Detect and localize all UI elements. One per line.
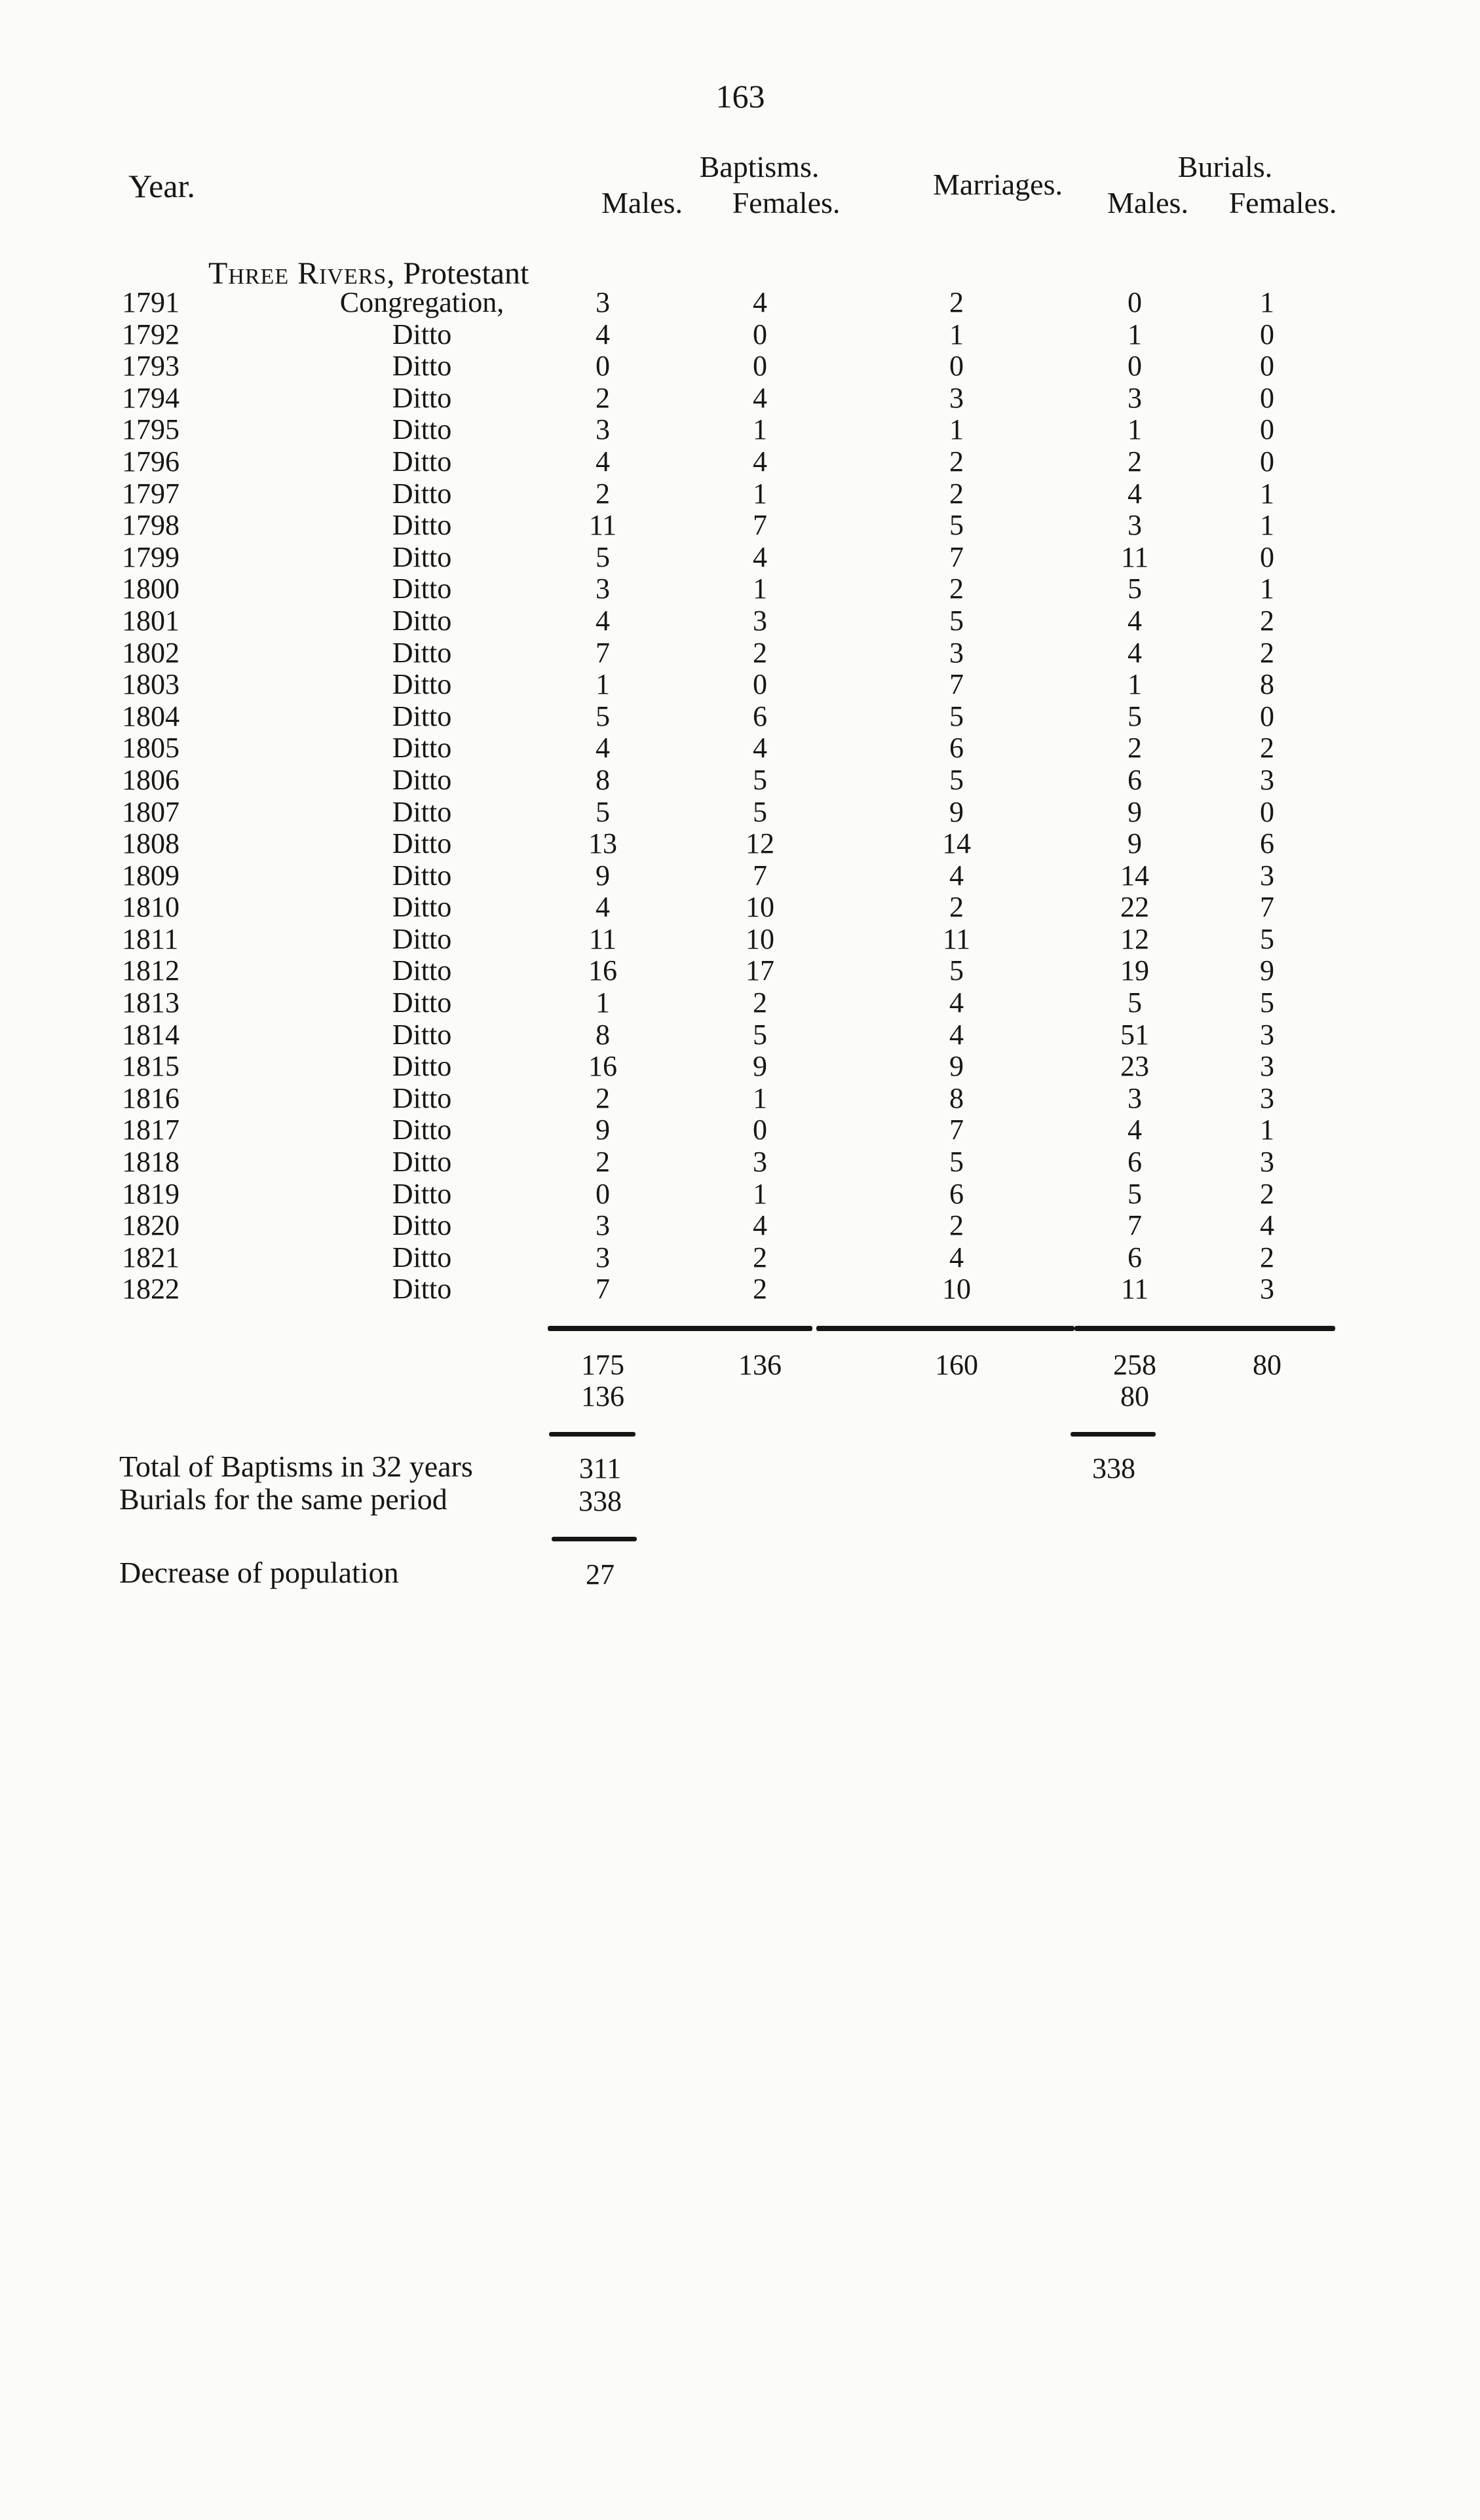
table-row [0,764,1480,797]
table-row [0,350,1480,383]
row-burials-females: 2 [1260,604,1274,637]
total-baptisms-label: Total of Baptisms in 32 years [119,1450,473,1483]
row-baptisms-males: 3 [596,573,610,605]
row-burials-females: 1 [1260,509,1274,542]
row-place: Ditto [392,732,452,764]
row-baptisms-females: 17 [746,954,774,987]
decrease-label: Decrease of population [119,1556,399,1589]
row-burials-males: 6 [1128,763,1142,796]
table-row [0,924,1480,956]
row-marriages: 4 [949,859,964,892]
row-burials-males: 2 [1128,732,1142,764]
row-baptisms-males: 11 [588,509,617,542]
row-baptisms-males: 2 [596,381,610,414]
row-burials-males: 4 [1128,604,1142,637]
row-marriages: 1 [949,318,964,350]
row-place: Ditto [392,891,452,924]
row-burials-females: 3 [1260,763,1274,796]
row-baptisms-females: 1 [753,477,767,510]
row-baptisms-males: 4 [596,604,610,637]
table-row [0,1146,1480,1178]
row-marriages: 7 [949,1114,964,1146]
row-baptisms-males: 1 [596,987,610,1019]
carried-burials-females: 80 [1120,1380,1149,1412]
table-row [0,732,1480,764]
row-burials-females: 0 [1260,381,1274,414]
row-burials-males: 6 [1128,1146,1142,1178]
row-burials-males: 1 [1128,318,1142,350]
row-baptisms-males: 8 [596,1018,610,1051]
row-place: Ditto [392,604,452,637]
row-baptisms-males: 3 [596,1241,610,1273]
row-baptisms-females: 0 [753,318,767,350]
row-year: 1807 [122,795,180,828]
row-place: Ditto [392,987,452,1019]
row-burials-females: 8 [1260,668,1274,701]
header-baptisms: Baptisms. [699,150,820,183]
row-marriages: 6 [949,732,964,764]
rule-burials [1074,1326,1335,1331]
table-row [0,1019,1480,1051]
row-burials-males: 7 [1128,1209,1142,1242]
section-title-place: Three Rivers, [208,256,396,291]
table-row [0,1114,1480,1146]
row-baptisms-males: 16 [588,954,617,987]
row-year: 1806 [122,763,180,796]
row-place: Ditto [392,763,452,796]
row-marriages: 14 [942,827,971,860]
row-burials-males: 5 [1128,700,1142,732]
row-baptisms-females: 4 [753,381,767,414]
row-baptisms-females: 10 [746,891,774,924]
row-baptisms-females: 4 [753,1209,767,1242]
row-baptisms-females: 10 [746,922,774,955]
row-marriages: 7 [949,668,964,701]
header-burials-females: Females. [1228,186,1337,219]
table-row [0,605,1480,637]
total-baptisms-value: 311 [579,1452,622,1484]
table-row [0,414,1480,446]
row-burials-females: 2 [1260,1241,1274,1273]
header-burials: Burials. [1177,150,1273,183]
data-rows [0,287,1480,1306]
rule-burials-sum [1071,1432,1156,1437]
row-baptisms-males: 2 [596,477,610,510]
row-place: Ditto [392,413,452,446]
row-marriages: 5 [949,763,964,796]
row-marriages: 5 [949,700,964,732]
row-baptisms-females: 0 [753,1114,767,1146]
table-row [0,1178,1480,1211]
row-baptisms-males: 3 [596,286,610,318]
header-baptisms-males: Males. [601,186,683,219]
table-row [0,1242,1480,1274]
row-year: 1822 [122,1273,180,1306]
row-burials-males: 4 [1128,1114,1142,1146]
row-baptisms-females: 9 [753,1050,767,1083]
row-place: Ditto [392,1146,452,1178]
row-burials-males: 22 [1120,891,1149,924]
rule-baptisms-sum [549,1432,636,1437]
row-place: Ditto [392,922,452,955]
row-year: 1799 [122,540,180,573]
total-baptisms-males: 175 [581,1349,624,1381]
page-number: 163 [715,78,765,115]
row-year: 1803 [122,668,180,701]
row-burials-females: 0 [1260,318,1274,350]
row-place: Ditto [392,509,452,542]
row-burials-females: 2 [1260,732,1274,764]
row-marriages: 10 [942,1273,971,1306]
row-year: 1821 [122,1241,180,1273]
row-year: 1817 [122,1114,180,1146]
rule-marriages [816,1326,1074,1331]
row-place: Ditto [392,445,452,478]
row-burials-males: 0 [1128,286,1142,318]
total-burials-females: 80 [1253,1349,1281,1381]
row-burials-males: 14 [1120,859,1149,892]
row-year: 1812 [122,954,180,987]
row-baptisms-females: 3 [753,1146,767,1178]
row-burials-males: 9 [1128,795,1142,828]
row-baptisms-females: 4 [753,732,767,764]
row-burials-females: 1 [1260,286,1274,318]
section-title-suffix: Protestant [395,256,529,291]
row-place: Ditto [392,381,452,414]
row-burials-females: 0 [1260,350,1274,383]
row-place: Ditto [392,668,452,701]
header-baptisms-females: Females. [732,186,841,219]
rule-decrease [552,1537,637,1541]
row-year: 1795 [122,413,180,446]
row-marriages: 5 [949,604,964,637]
row-marriages: 0 [949,350,964,383]
row-marriages: 9 [949,795,964,828]
row-baptisms-females: 1 [753,413,767,446]
table-row [0,669,1480,701]
row-burials-females: 3 [1260,1018,1274,1051]
rule-baptisms [548,1326,812,1331]
row-baptisms-females: 1 [753,1081,767,1114]
row-place: Ditto [392,636,452,669]
row-burials-females: 9 [1260,954,1274,987]
table-row [0,987,1480,1019]
header-year: Year. [128,168,195,204]
table-row [0,637,1480,669]
row-burials-females: 3 [1260,1146,1274,1178]
row-marriages: 2 [949,573,964,605]
row-burials-females: 2 [1260,1177,1274,1210]
total-burials-value: 338 [1092,1452,1135,1484]
row-baptisms-males: 2 [596,1146,610,1178]
total-marriages: 160 [935,1349,978,1381]
row-burials-males: 6 [1128,1241,1142,1273]
table-row [0,510,1480,542]
row-marriages: 3 [949,636,964,669]
row-baptisms-females: 5 [753,795,767,828]
row-place: Ditto [392,477,452,510]
row-year: 1811 [122,922,179,955]
row-year: 1801 [122,604,180,637]
row-burials-females: 1 [1260,1114,1274,1146]
row-year: 1809 [122,859,180,892]
row-baptisms-males: 3 [596,1209,610,1242]
header-marriages: Marriages. [933,168,1063,201]
row-baptisms-males: 4 [596,318,610,350]
row-year: 1815 [122,1050,180,1083]
table-row [0,383,1480,415]
row-baptisms-males: 7 [596,636,610,669]
row-burials-males: 1 [1128,668,1142,701]
row-year: 1802 [122,636,180,669]
row-burials-males: 2 [1128,445,1142,478]
decrease-value: 27 [586,1558,615,1590]
row-year: 1791 [122,286,180,318]
row-burials-males: 51 [1120,1018,1149,1051]
row-marriages: 8 [949,1081,964,1114]
row-baptisms-females: 0 [753,350,767,383]
row-baptisms-males: 2 [596,1081,610,1114]
table-row [0,860,1480,892]
row-burials-females: 0 [1260,413,1274,446]
row-baptisms-females: 0 [753,668,767,701]
row-burials-males: 5 [1128,1177,1142,1210]
row-place: Ditto [392,859,452,892]
row-baptisms-females: 12 [746,827,774,860]
row-baptisms-males: 9 [596,859,610,892]
row-baptisms-males: 5 [596,700,610,732]
row-year: 1792 [122,318,180,350]
row-baptisms-females: 2 [753,1241,767,1273]
row-place: Ditto [392,1081,452,1114]
row-year: 1805 [122,732,180,764]
row-place: Ditto [392,1209,452,1242]
row-year: 1794 [122,381,180,414]
row-baptisms-females: 7 [753,509,767,542]
row-year: 1797 [122,477,180,510]
row-place: Ditto [392,350,452,383]
row-place: Ditto [392,795,452,828]
row-baptisms-females: 1 [753,573,767,605]
row-place: Ditto [392,540,452,573]
table-row [0,828,1480,860]
row-burials-males: 19 [1120,954,1149,987]
row-place: Ditto [392,1241,452,1273]
row-burials-females: 2 [1260,636,1274,669]
row-burials-males: 12 [1120,922,1149,955]
row-burials-females: 3 [1260,1050,1274,1083]
row-burials-females: 3 [1260,859,1274,892]
table-row [0,573,1480,605]
row-baptisms-males: 0 [596,350,610,383]
row-burials-females: 3 [1260,1273,1274,1306]
row-burials-males: 3 [1128,509,1142,542]
row-burials-females: 5 [1260,922,1274,955]
row-year: 1818 [122,1146,180,1178]
burials-label: Burials for the same period [119,1482,447,1516]
row-place: Ditto [392,827,452,860]
table-row [0,1051,1480,1083]
row-baptisms-males: 4 [596,445,610,478]
row-burials-females: 5 [1260,987,1274,1019]
row-baptisms-females: 4 [753,445,767,478]
row-burials-males: 4 [1128,477,1142,510]
table-row [0,1083,1480,1115]
row-marriages: 6 [949,1177,964,1210]
row-baptisms-females: 1 [753,1177,767,1210]
row-baptisms-males: 3 [596,413,610,446]
row-year: 1800 [122,573,180,605]
total-burials-males: 258 [1113,1349,1156,1381]
row-baptisms-females: 2 [753,636,767,669]
row-baptisms-males: 5 [596,795,610,828]
row-burials-males: 3 [1128,1081,1142,1114]
row-baptisms-males: 4 [596,732,610,764]
row-burials-males: 5 [1128,987,1142,1019]
table-row [0,478,1480,510]
row-marriages: 3 [949,381,964,414]
row-year: 1816 [122,1081,180,1114]
table-row [0,892,1480,924]
row-burials-females: 0 [1260,700,1274,732]
row-baptisms-females: 2 [753,987,767,1019]
row-baptisms-males: 11 [588,922,617,955]
table-row [0,955,1480,987]
row-burials-females: 7 [1260,891,1274,924]
row-place: Ditto [392,700,452,732]
row-year: 1810 [122,891,180,924]
row-baptisms-females: 5 [753,763,767,796]
row-baptisms-females: 6 [753,700,767,732]
row-marriages: 11 [942,922,971,955]
row-burials-females: 0 [1260,795,1274,828]
row-marriages: 2 [949,1209,964,1242]
row-place: Ditto [392,1114,452,1146]
row-baptisms-males: 1 [596,668,610,701]
row-burials-males: 23 [1120,1050,1149,1083]
carried-baptisms-females: 136 [581,1380,624,1412]
row-baptisms-males: 8 [596,763,610,796]
row-baptisms-males: 5 [596,540,610,573]
row-year: 1814 [122,1018,180,1051]
table-row [0,446,1480,478]
row-burials-females: 0 [1260,445,1274,478]
row-baptisms-males: 13 [588,827,617,860]
row-marriages: 5 [949,1146,964,1178]
table-row [0,701,1480,733]
row-burials-females: 0 [1260,540,1274,573]
row-marriages: 2 [949,286,964,318]
row-burials-females: 6 [1260,827,1274,860]
row-year: 1813 [122,987,180,1019]
row-place: Ditto [392,318,452,350]
row-burials-females: 1 [1260,477,1274,510]
row-year: 1804 [122,700,180,732]
row-marriages: 5 [949,954,964,987]
row-baptisms-males: 4 [596,891,610,924]
row-baptisms-males: 7 [596,1273,610,1306]
row-burials-males: 11 [1120,1273,1149,1306]
row-year: 1820 [122,1209,180,1242]
row-year: 1808 [122,827,180,860]
row-place: Ditto [392,1177,452,1210]
row-baptisms-males: 9 [596,1114,610,1146]
row-marriages: 2 [949,445,964,478]
row-marriages: 4 [949,987,964,1019]
row-baptisms-males: 0 [596,1177,610,1210]
row-baptisms-females: 2 [753,1273,767,1306]
table-row [0,319,1480,351]
row-marriages: 7 [949,540,964,573]
row-burials-males: 3 [1128,381,1142,414]
row-baptisms-females: 7 [753,859,767,892]
row-place: Ditto [392,1018,452,1051]
row-marriages: 1 [949,413,964,446]
table-row [0,542,1480,574]
row-place: Ditto [392,954,452,987]
row-year: 1796 [122,445,180,478]
row-baptisms-females: 5 [753,1018,767,1051]
row-marriages: 9 [949,1050,964,1083]
row-burials-females: 3 [1260,1081,1274,1114]
burials-value: 338 [579,1485,622,1517]
total-baptisms-females: 136 [738,1349,782,1381]
row-marriages: 4 [949,1018,964,1051]
row-place: Congregation, [339,286,504,318]
table-row [0,1210,1480,1242]
row-baptisms-females: 3 [753,604,767,637]
row-burials-males: 1 [1128,413,1142,446]
row-baptisms-females: 4 [753,286,767,318]
table-row [0,1273,1480,1306]
row-year: 1819 [122,1177,180,1210]
row-marriages: 5 [949,509,964,542]
header-burials-males: Males. [1107,186,1188,219]
table-row [0,287,1480,319]
row-burials-females: 1 [1260,573,1274,605]
row-burials-females: 4 [1260,1209,1274,1242]
row-place: Ditto [392,573,452,605]
row-burials-males: 4 [1128,636,1142,669]
row-marriages: 4 [949,1241,964,1273]
row-marriages: 2 [949,477,964,510]
table-row [0,797,1480,829]
row-burials-males: 11 [1120,540,1149,573]
row-burials-males: 9 [1128,827,1142,860]
row-year: 1798 [122,509,180,542]
row-place: Ditto [392,1273,452,1306]
row-burials-males: 0 [1128,350,1142,383]
row-marriages: 2 [949,891,964,924]
row-year: 1793 [122,350,180,383]
row-baptisms-males: 16 [588,1050,617,1083]
row-baptisms-females: 4 [753,540,767,573]
row-place: Ditto [392,1050,452,1083]
row-burials-males: 5 [1128,573,1142,605]
